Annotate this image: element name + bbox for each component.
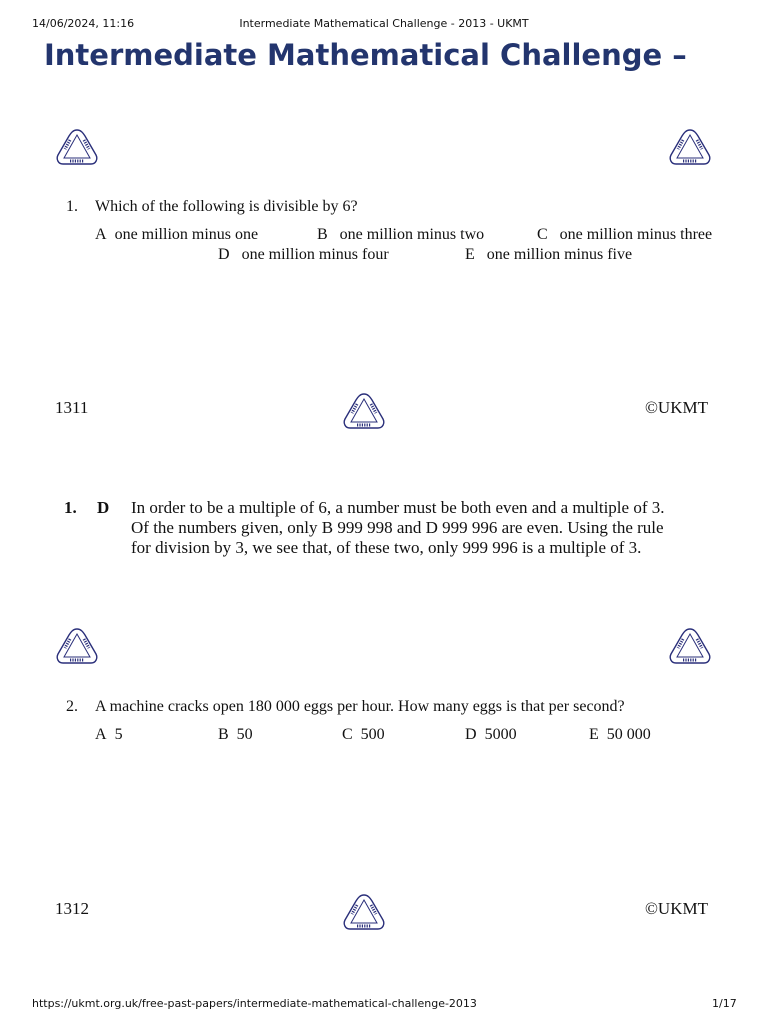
- option-text: 500: [360, 726, 385, 743]
- question-1-option-e: [465, 246, 632, 264]
- print-url: https://ukmt.org.uk/free-past-papers/intermediate-mathematical-challenge-2013: [32, 997, 477, 1010]
- copyright: ©UKMT: [645, 398, 708, 417]
- solution-line: for division by 3, we see that, of these two, only 999 996 is a multiple of 3.: [131, 538, 642, 557]
- page-number: 1312: [55, 899, 89, 918]
- question-2-text: A machine cracks open 180 000 eggs per hour. How many eggs is that per second?: [95, 698, 625, 715]
- question-1-option-b: [317, 226, 484, 244]
- solution-1-number: 1.: [64, 498, 77, 517]
- ukmt-logo-icon: [54, 626, 100, 666]
- option-letter: C: [342, 726, 353, 743]
- question-2-option-e: [589, 726, 651, 744]
- option-letter: B: [218, 726, 229, 743]
- solution-1-text: [131, 498, 751, 558]
- question-2-option-d: [465, 726, 517, 744]
- question-1-option-c: [537, 226, 712, 244]
- option-letter: D: [218, 246, 230, 263]
- copyright: ©UKMT: [645, 899, 708, 918]
- option-text: one million minus one: [114, 226, 259, 243]
- option-text: 50 000: [606, 726, 651, 743]
- option-text: one million minus five: [486, 246, 633, 263]
- print-doc-title: Intermediate Mathematical Challenge - 2013 - UKMT: [239, 17, 529, 30]
- question-2-option-c: [342, 726, 385, 744]
- option-letter: E: [589, 726, 599, 743]
- option-text: 50: [236, 726, 253, 743]
- question-1-option-a: [95, 226, 258, 244]
- ukmt-logo-icon: [667, 127, 713, 167]
- option-letter: A: [95, 726, 107, 743]
- option-letter: B: [317, 226, 328, 243]
- solution-line: Of the numbers given, only B 999 998 and D 999 996 are even. Using the rule: [131, 518, 664, 537]
- ukmt-logo-icon: [54, 127, 100, 167]
- question-2-option-a: [95, 726, 123, 744]
- ukmt-logo-icon: [341, 391, 387, 431]
- print-page-count: 1/17: [712, 997, 737, 1010]
- option-text: 5000: [484, 726, 517, 743]
- question-2-option-b: [218, 726, 253, 744]
- solution-line: In order to be a multiple of 6, a number must be both even and a multiple of 3.: [131, 498, 665, 517]
- option-letter: C: [537, 226, 548, 243]
- solution-1-answer: D: [97, 498, 110, 517]
- page-number: 1311: [55, 398, 89, 417]
- ukmt-logo-icon: [341, 892, 387, 932]
- question-1-number: 1.: [66, 198, 78, 215]
- option-letter: E: [465, 246, 475, 263]
- option-text: one million minus two: [339, 226, 485, 243]
- option-text: one million minus four: [241, 246, 389, 263]
- page-title: Intermediate Mathematical Challenge –: [44, 38, 687, 72]
- ukmt-logo-icon: [667, 626, 713, 666]
- option-text: one million minus three: [559, 226, 713, 243]
- print-datetime: 14/06/2024, 11:16: [32, 17, 135, 30]
- question-1-option-d: [218, 246, 389, 264]
- option-letter: D: [465, 726, 477, 743]
- option-text: 5: [114, 726, 123, 743]
- question-2-number: 2.: [66, 698, 78, 715]
- question-1-text: Which of the following is divisible by 6?: [95, 198, 358, 215]
- option-letter: A: [95, 226, 107, 243]
